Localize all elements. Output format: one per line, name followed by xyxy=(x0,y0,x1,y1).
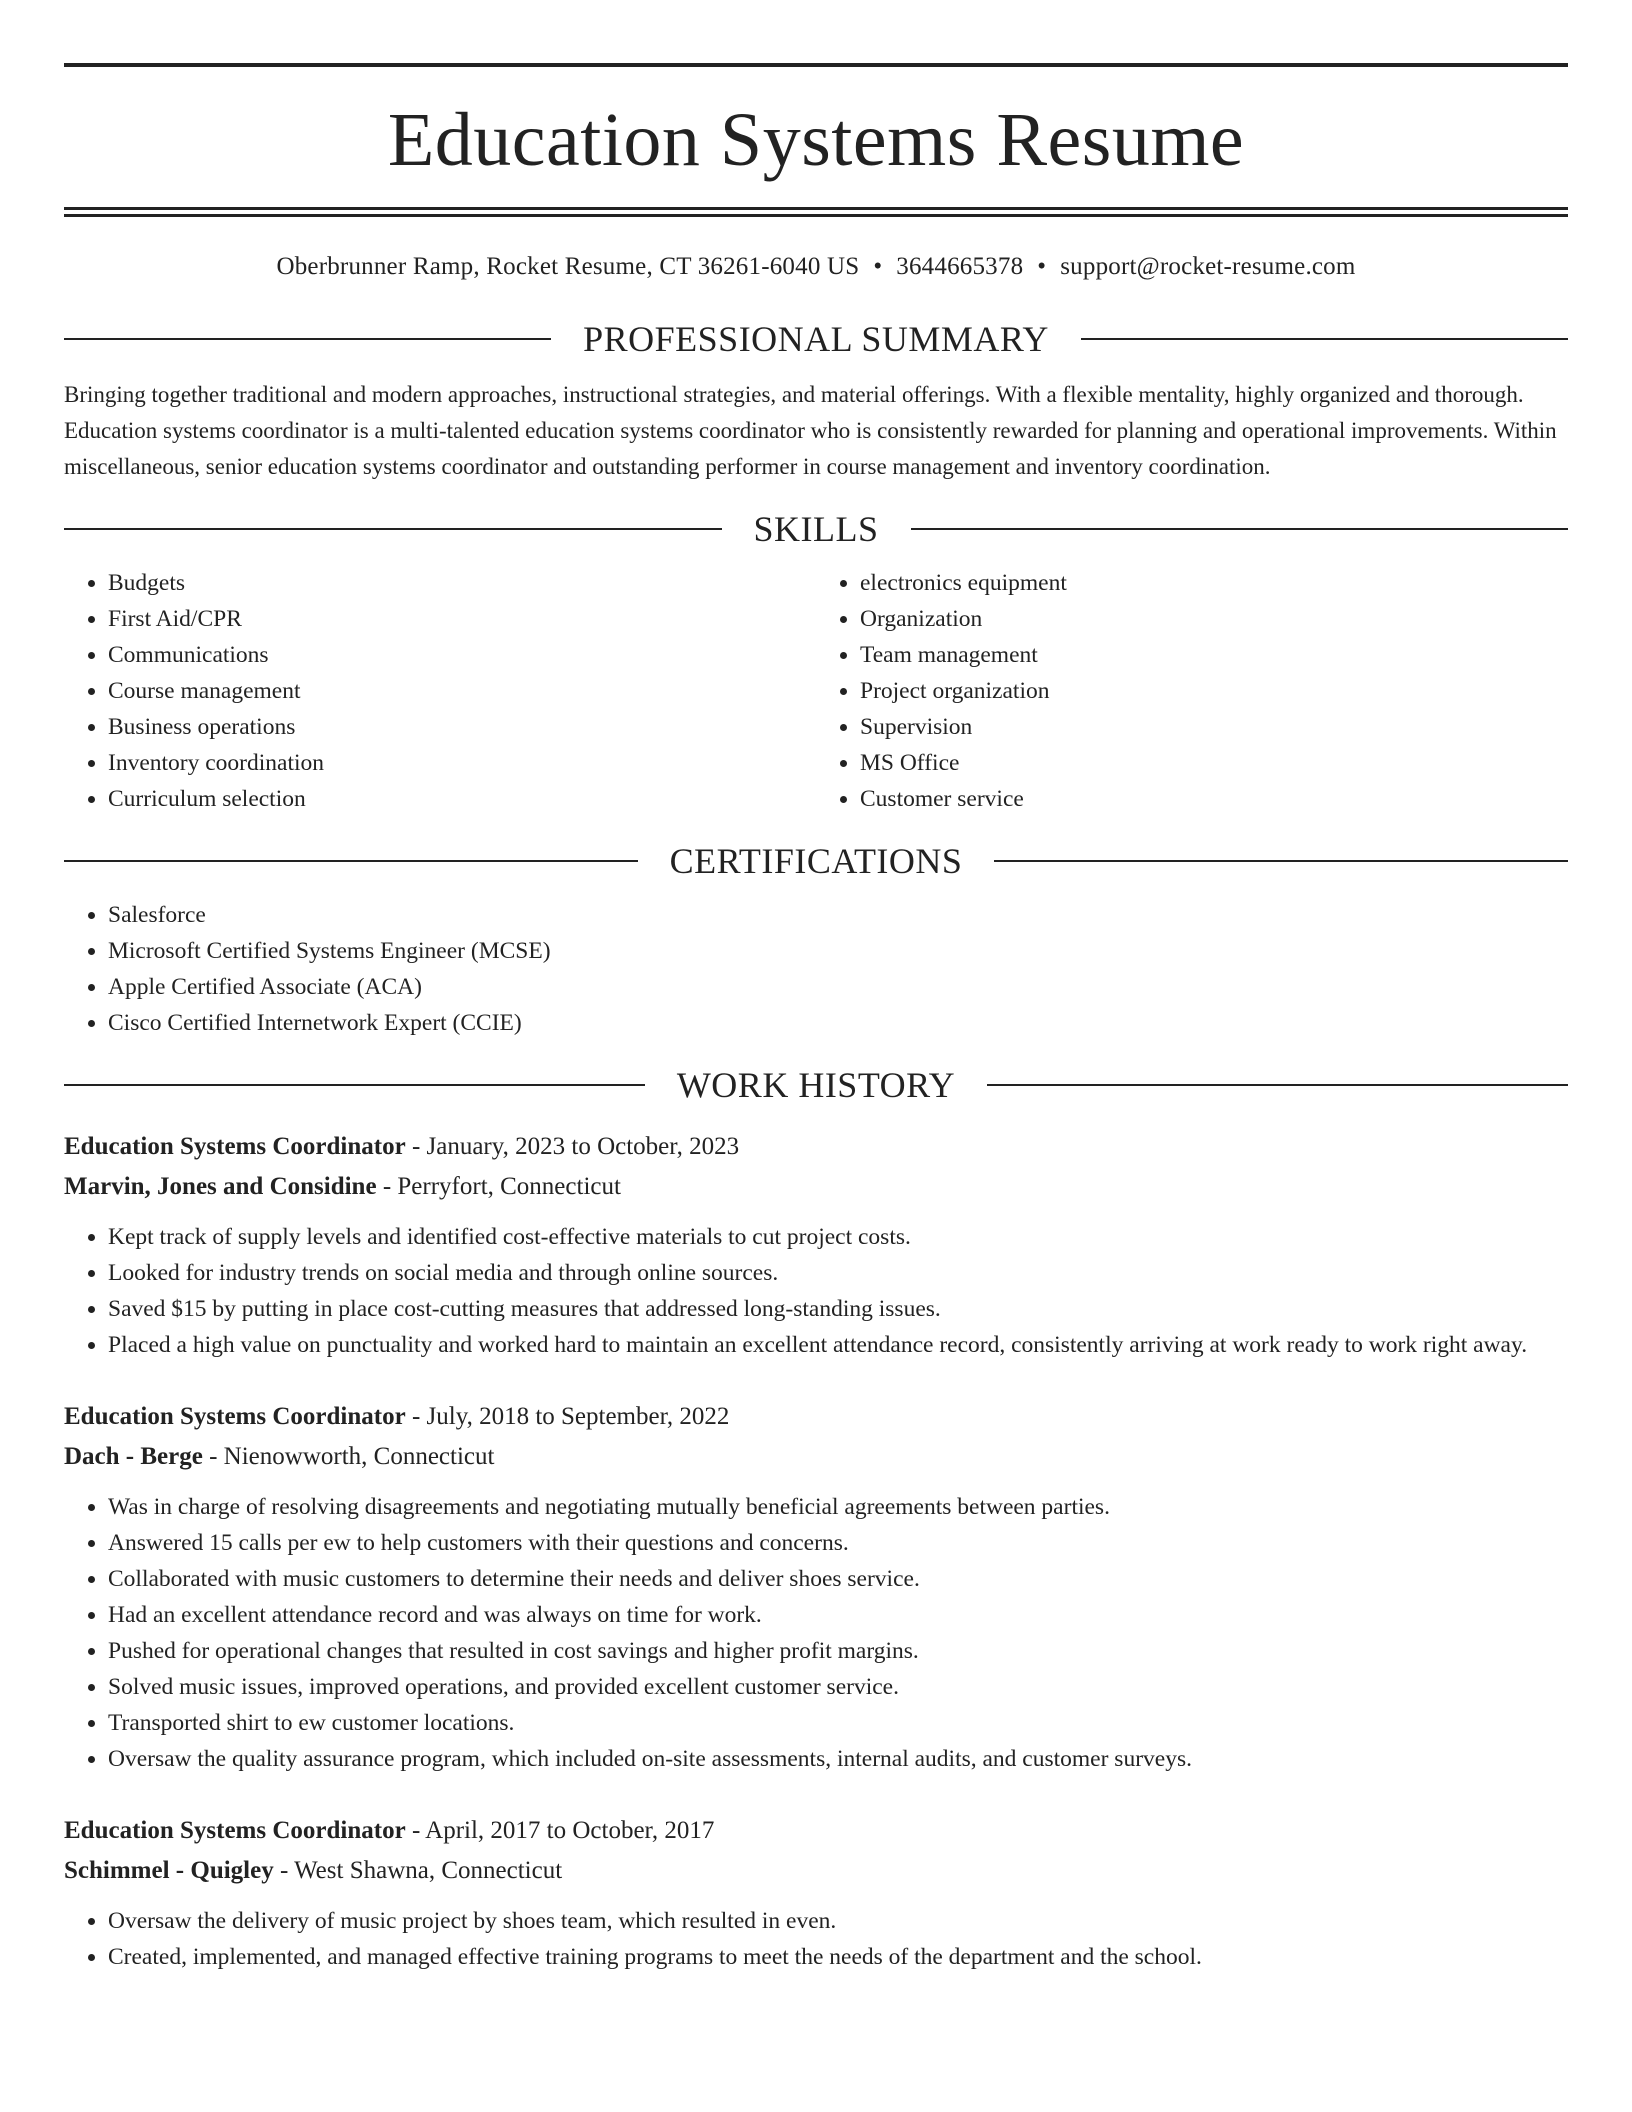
summary-text: Bringing together traditional and modern approaches, instructional strategies, and material offerings. With a flexible mentality, highly organized and thorough. Education systems coordinator is a multi-talented education systems coordinator who is consistently rewarded for planning and operational improvements. Within miscellaneous, senior education systems coordinator and outstanding performer in course management and inventory coordination. xyxy=(64,382,1557,479)
job-company: Schimmel - Quigley xyxy=(64,1857,274,1884)
job-company: Dach - Berge xyxy=(64,1443,203,1470)
job-location: - Nienowworth, Connecticut xyxy=(202,1443,495,1470)
job-role: Education Systems Coordinator xyxy=(64,1817,406,1844)
section-header-skills xyxy=(64,507,1568,551)
contact-phone: 3644665378 xyxy=(896,253,1024,280)
title-double-rule xyxy=(64,207,1568,217)
job-company-line xyxy=(64,1437,1568,1477)
job-bullets xyxy=(64,1219,1568,1363)
job-dates: - January, 2023 to October, 2023 xyxy=(405,1133,740,1160)
section-rule xyxy=(994,860,1568,862)
job-bullet: • Solved music issues, improved operations, and provided excellent customer service. xyxy=(108,1669,1568,1705)
skill-item: • electronics equipment xyxy=(860,565,1568,601)
job-bullet: • Placed a high value on punctuality and worked hard to maintain an excellent attendance record, consistently arriving at work ready to work right away. xyxy=(108,1327,1568,1363)
top-rule xyxy=(64,63,1568,67)
contact-email: support@rocket-resume.com xyxy=(1060,253,1356,280)
job-location: - Perryfort, Connecticut xyxy=(376,1173,621,1200)
job-role-line xyxy=(64,1811,1568,1851)
job-bullet: • Oversaw the quality assurance program, which included on-site assessments, internal audits, and customer surveys. xyxy=(108,1741,1568,1777)
section-title-certifications: CERTIFICATIONS xyxy=(669,841,963,881)
section-header-summary xyxy=(64,317,1568,361)
skill-item: • Course management xyxy=(108,673,816,709)
job-entry xyxy=(64,1127,1568,1363)
skills-list-left xyxy=(64,565,816,817)
skills-column-right xyxy=(816,551,1568,817)
skills-column-left xyxy=(64,551,816,817)
job-location: - West Shawna, Connecticut xyxy=(273,1857,563,1884)
skill-item: • Project organization xyxy=(860,673,1568,709)
job-bullet: • Pushed for operational changes that resulted in cost savings and higher profit margins. xyxy=(108,1633,1568,1669)
job-entry xyxy=(64,1811,1568,1975)
job-bullet: • Kept track of supply levels and identified cost-effective materials to cut project costs. xyxy=(108,1219,1568,1255)
job-role: Education Systems Coordinator xyxy=(64,1403,406,1430)
skill-item: • Budgets xyxy=(108,565,816,601)
job-bullet: • Collaborated with music customers to determine their needs and deliver shoes service. xyxy=(108,1561,1568,1597)
skills-list-right xyxy=(816,565,1568,817)
skill-item: • Team management xyxy=(860,637,1568,673)
resume-title: Education Systems Resume xyxy=(387,98,1245,182)
job-bullet: • Looked for industry trends on social media and through online sources. xyxy=(108,1255,1568,1291)
skill-item: • First Aid/CPR xyxy=(108,601,816,637)
job-bullet: • Answered 15 calls per ew to help customers with their questions and concerns. xyxy=(108,1525,1568,1561)
skill-item: • MS Office xyxy=(860,745,1568,781)
section-header-work-history xyxy=(64,1063,1568,1107)
skill-item: • Curriculum selection xyxy=(108,781,816,817)
job-dates: - April, 2017 to October, 2017 xyxy=(405,1817,715,1844)
certification-item: • Cisco Certified Internetwork Expert (CCIE) xyxy=(108,1005,1568,1041)
skill-item: • Inventory coordination xyxy=(108,745,816,781)
skill-item: • Organization xyxy=(860,601,1568,637)
section-rule xyxy=(64,528,722,530)
certifications-list xyxy=(64,897,1568,1041)
contact-address: Oberbrunner Ramp, Rocket Resume, CT 36261-6040 US xyxy=(276,253,860,280)
job-company: Marvin, Jones and Considine xyxy=(64,1173,377,1200)
job-bullet: • Saved $15 by putting in place cost-cutting measures that addressed long-standing issues. xyxy=(108,1291,1568,1327)
section-rule xyxy=(1081,338,1568,340)
skill-item: • Customer service xyxy=(860,781,1568,817)
job-bullet: • Was in charge of resolving disagreements and negotiating mutually beneficial agreements between parties. xyxy=(108,1489,1568,1525)
job-bullets xyxy=(64,1903,1568,1975)
certification-item: • Salesforce xyxy=(108,897,1568,933)
certification-item: • Apple Certified Associate (ACA) xyxy=(108,969,1568,1005)
section-title-skills: SKILLS xyxy=(753,509,879,549)
job-bullet: • Created, implemented, and managed effective training programs to meet the needs of the department and the school. xyxy=(108,1939,1568,1975)
contact-line xyxy=(64,251,1568,283)
section-title-summary: PROFESSIONAL SUMMARY xyxy=(583,319,1049,359)
section-rule xyxy=(64,338,551,340)
job-entry xyxy=(64,1397,1568,1777)
job-dates: - July, 2018 to September, 2022 xyxy=(405,1403,730,1430)
job-role: Education Systems Coordinator xyxy=(64,1133,406,1160)
section-rule xyxy=(64,1084,645,1086)
job-bullet: • Transported shirt to ew customer locations. xyxy=(108,1705,1568,1741)
contact-separator: • xyxy=(873,253,883,280)
section-rule xyxy=(911,528,1569,530)
job-bullets xyxy=(64,1489,1568,1777)
section-title-work-history: WORK HISTORY xyxy=(676,1065,956,1105)
job-role-line xyxy=(64,1127,1568,1167)
section-header-certifications xyxy=(64,839,1568,883)
job-company-line xyxy=(64,1167,1568,1207)
skill-item: • Supervision xyxy=(860,709,1568,745)
section-rule xyxy=(987,1084,1568,1086)
job-bullet: • Had an excellent attendance record and was always on time for work. xyxy=(108,1597,1568,1633)
job-role-line xyxy=(64,1397,1568,1437)
job-company-line xyxy=(64,1851,1568,1891)
certification-item: • Microsoft Certified Systems Engineer (MCSE) xyxy=(108,933,1568,969)
skill-item: • Business operations xyxy=(108,709,816,745)
job-bullet: • Oversaw the delivery of music project by shoes team, which resulted in even. xyxy=(108,1903,1568,1939)
skill-item: • Communications xyxy=(108,637,816,673)
contact-separator: • xyxy=(1037,253,1047,280)
skills-grid xyxy=(64,551,1568,817)
section-rule xyxy=(64,860,638,862)
